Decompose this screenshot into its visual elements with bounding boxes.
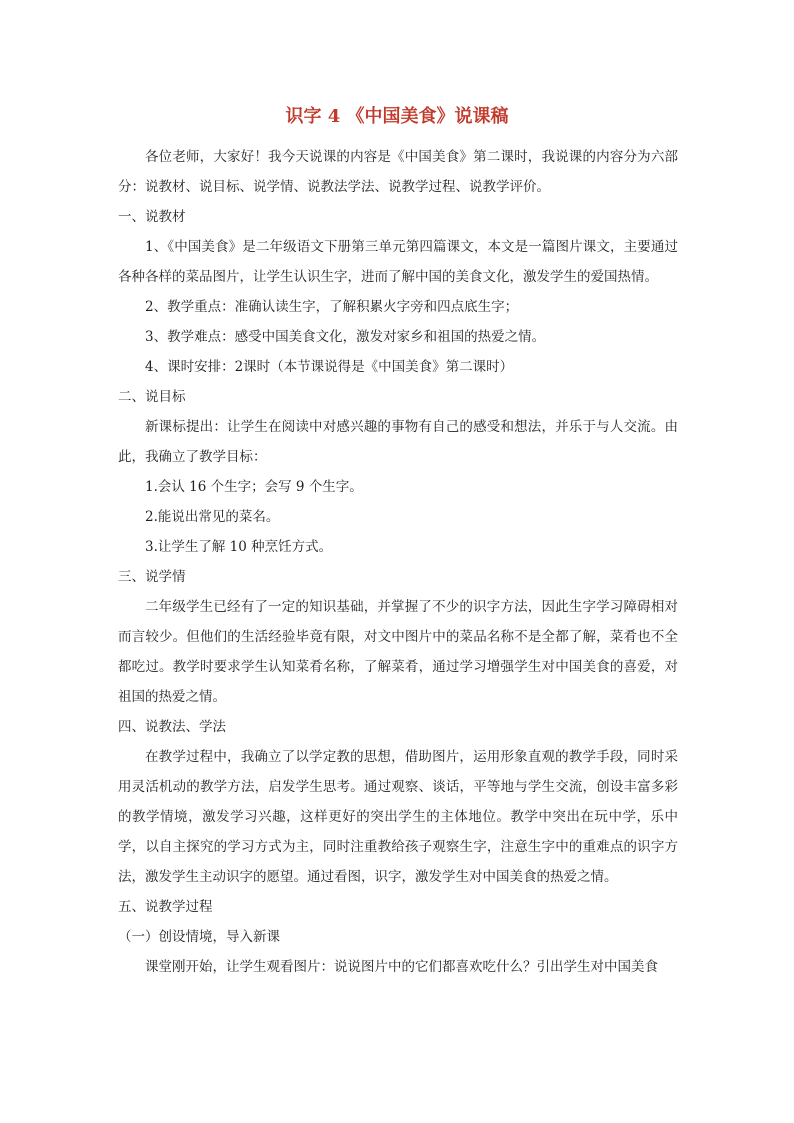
document-body (118, 142, 678, 982)
body-paragraph: 2.能说出常见的菜名。 (145, 509, 280, 525)
body-paragraph: 1、《中国美食》是二年级语文下册第三单元第四篇课文，本文是一篇图片课文，主要通过各种各样的菜品图片，让学生认识生字，进而了解中国的美食文化，激发学生的爱国热情。 (118, 239, 678, 285)
body-paragraph: 各位老师，大家好！我今天说课的内容是《中国美食》第二课时，我说课的内容分为六部分：说教材、说目标、说学情、说教法学法、说教学过程、说教学评价。 (118, 149, 678, 195)
body-paragraph: 3、教学难点：感受中国美食文化，激发对家乡和祖国的热爱之情。 (145, 329, 546, 345)
document-title: 识字 4 《中国美食》说课稿 (285, 106, 509, 127)
section-heading: 五、说教学过程 (118, 899, 213, 915)
body-paragraph: 课堂刚开始，让学生观看图片：说说图片中的它们都喜欢吃什么？引出学生对中国美食 (145, 959, 658, 975)
body-paragraph: 4、课时安排：2课时（本节课说得是《中国美食》第二课时） (145, 359, 514, 375)
body-paragraph: 二年级学生已经有了一定的知识基础，并掌握了不少的识字方法，因此生字学习障碍相对而言较少。但他们的生活经验毕竟有限，对文中图片中的菜品名称不是全都了解，菜肴也不全都吃过。教学时要求学生认知菜肴名称，了解菜肴，通过学习增强学生对中国美食的喜爱，对祖国的热爱之情。 (118, 599, 678, 705)
body-paragraph: 新课标提出：让学生在阅读中对感兴趣的事物有自己的感受和想法，并乐于与人交流。由此，我确立了教学目标： (118, 419, 678, 465)
section-heading: 二、说目标 (118, 389, 186, 405)
body-paragraph: 在教学过程中，我确立了以学定教的思想，借助图片，运用形象直观的教学手段，同时采用灵活机动的教学方法，启发学生思考。通过观察、谈话，平等地与学生交流，创设丰富多彩的教学情境，激发学习兴趣，这样更好的突出学生的主体地位。教学中突出在玩中学，乐中学，以自主探究的学习方式为主，同时注重教给孩子观察生字，注意生字中的重难点的识字方法，激发学生主动识字的愿望。通过看图，识字，激发学生对中国美食的热爱之情。 (118, 749, 678, 885)
body-paragraph: 1.会认 16 个生字；会写 9 个生字。 (145, 479, 363, 495)
subsection-heading: （一）创设情境，导入新课 (118, 929, 280, 945)
section-heading: 一、说教材 (118, 209, 186, 225)
section-heading: 三、说学情 (118, 569, 186, 585)
body-paragraph: 2、教学重点：准确认读生字，了解积累火字旁和四点底生字； (145, 299, 519, 315)
body-paragraph: 3.让学生了解 10 种烹饪方式。 (145, 539, 333, 555)
section-heading: 四、说教法、学法 (118, 719, 226, 735)
